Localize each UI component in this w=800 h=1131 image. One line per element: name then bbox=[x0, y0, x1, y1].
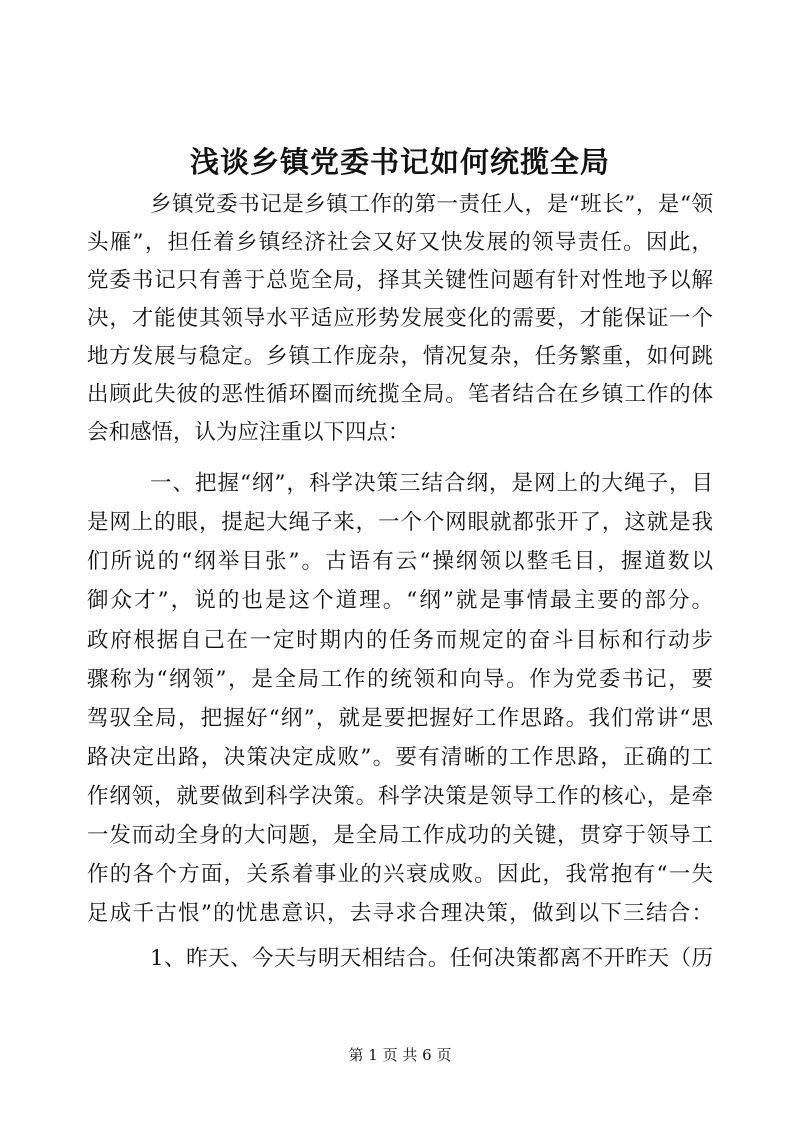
body-line: 路决定出路，决策决定成败”。要有清晰的工作思路，正确的工 bbox=[87, 745, 713, 770]
body-line: 一、把握“纲”，科学决策三结合纲，是网上的大绳子，目 bbox=[150, 471, 713, 496]
page-footer: 第 1 页 共 6 页 bbox=[348, 1046, 452, 1064]
body-line: 1、昨天、今天与明天相结合。任何决策都离不开昨天（历 bbox=[150, 946, 713, 971]
body-line: 足成千古恨”的忧患意识，去寻求合理决策，做到以下三结合： bbox=[87, 901, 713, 926]
body-line: 决，才能使其领导水平适应形势发展变化的需要，才能保证一个 bbox=[87, 306, 713, 331]
body-line: 们所说的“纲举目张”。古语有云“操纲领以整毛目，握道数以 bbox=[87, 549, 713, 574]
body-line: 头雁”，担任着乡镇经济社会又好又快发展的领导责任。因此， bbox=[87, 230, 713, 255]
body-line: 作纲领，就要做到科学决策。科学决策是领导工作的核心，是牵 bbox=[87, 784, 713, 809]
body-line: 驾驭全局，把握好“纲”，就是要把握好工作思路。我们常讲“思 bbox=[87, 706, 713, 731]
body-line: 会和感悟，认为应注重以下四点： bbox=[87, 420, 410, 445]
body-line: 地方发展与稳定。乡镇工作庞杂，情况复杂，任务繁重，如何跳 bbox=[87, 344, 713, 369]
body-line: 党委书记只有善于总览全局，择其关键性问题有针对性地予以解 bbox=[87, 268, 713, 293]
body-line: 是网上的眼，提起大绳子来，一个个网眼就都张开了，这就是我 bbox=[87, 510, 713, 535]
body-line: 出顾此失彼的恶性循环圈而统揽全局。笔者结合在乡镇工作的体 bbox=[87, 382, 713, 407]
body-line: 骤称为“纲领”，是全局工作的统领和向导。作为党委书记，要 bbox=[87, 667, 713, 692]
body-line: 乡镇党委书记是乡镇工作的第一责任人，是“班长”，是“领 bbox=[150, 192, 713, 217]
body-line: 御众才”，说的也是这个道理。“纲”就是事情最主要的部分。 bbox=[87, 588, 713, 613]
page-title: 浅谈乡镇党委书记如何统揽全局 bbox=[189, 145, 610, 179]
body-line: 政府根据自己在一定时期内的任务而规定的奋斗目标和行动步 bbox=[87, 628, 713, 653]
body-line: 一发而动全身的大问题，是全局工作成功的关键，贯穿于领导工 bbox=[87, 823, 713, 848]
body-line: 作的各个方面，关系着事业的兴衰成败。因此，我常抱有“一失 bbox=[87, 862, 713, 887]
